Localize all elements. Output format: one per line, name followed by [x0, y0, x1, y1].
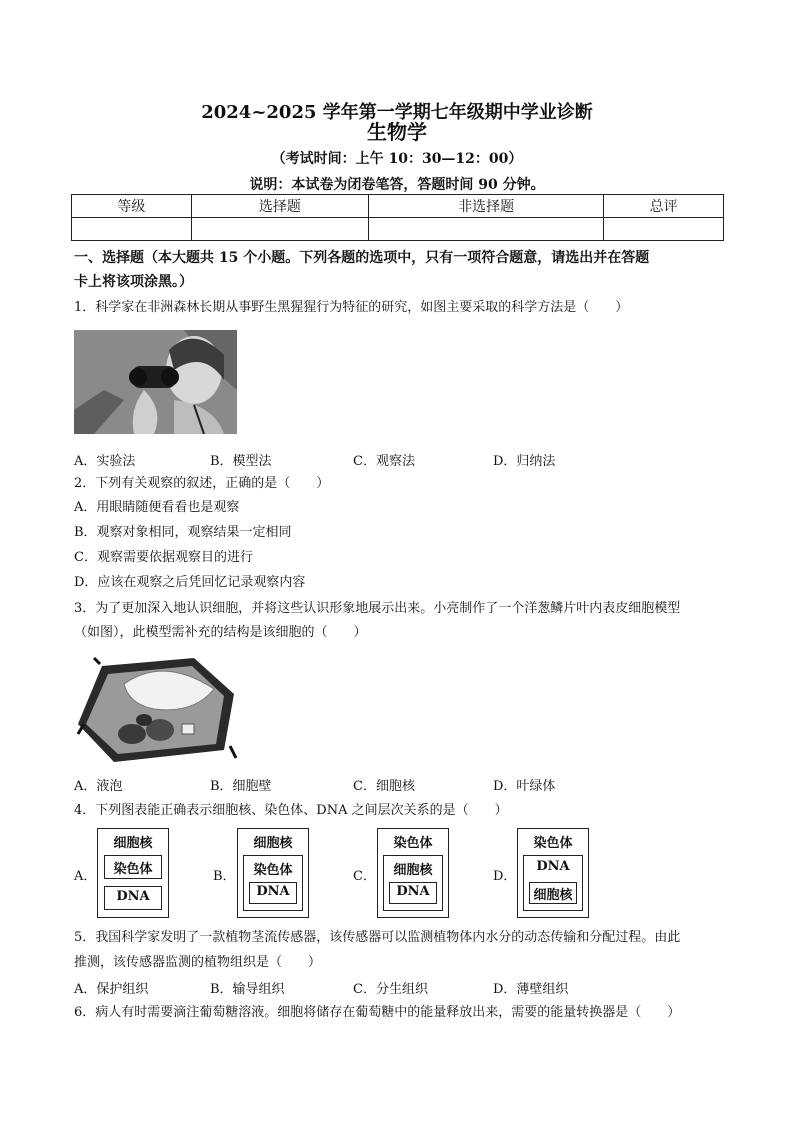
question-5-text-line1: 5．我国科学家发明了一款植物茎流传感器，该传感器可以监测植物体内水分的动态传输和分配过程。由此 — [74, 930, 681, 945]
diagram-a-middle-label: 染色体 — [113, 862, 153, 877]
diagram-c-inner-label: DNA — [396, 884, 430, 899]
question-5-options — [74, 978, 726, 1000]
q2-option-a[interactable]: A．用眼睛随便看看也是观察 — [74, 500, 240, 515]
question-3-options — [74, 775, 726, 797]
grade-header-nonchoice: 非选择题 — [369, 195, 604, 218]
diagram-a-inner-box — [104, 886, 162, 910]
exam-title: 2024~2025 学年第一学期七年级期中学业诊断 — [201, 102, 593, 123]
q1-option-b[interactable]: B．模型法 — [210, 454, 272, 469]
grade-table-header-row — [72, 195, 724, 218]
q4-option-c[interactable]: C． — [353, 869, 376, 884]
diagram-b-middle-box — [243, 855, 303, 911]
q1-option-a[interactable]: A．实验法 — [74, 454, 136, 469]
diagram-b-middle-label: 染色体 — [253, 863, 293, 878]
diagram-a-outer-box — [97, 828, 169, 918]
grade-table-blank-row — [72, 218, 724, 241]
grade-header-choice: 选择题 — [191, 195, 368, 218]
q2-option-c[interactable]: C．观察需要依据观察目的进行 — [74, 550, 253, 565]
grade-cell — [604, 218, 724, 241]
question-2-text: 2．下列有关观察的叙述，正确的是（ ） — [74, 476, 330, 491]
diagram-d-outer-box — [517, 828, 589, 918]
q3-option-c[interactable]: C．细胞核 — [353, 779, 415, 794]
q3-option-d[interactable]: D．叶绿体 — [493, 779, 556, 794]
q5-option-b[interactable]: B．输导组织 — [210, 982, 285, 997]
diagram-c-outer-label: 染色体 — [393, 836, 433, 851]
q3-option-b[interactable]: B．细胞壁 — [210, 779, 272, 794]
diagram-d-middle-box — [523, 855, 583, 911]
q5-option-a[interactable]: A．保护组织 — [74, 982, 149, 997]
question-3-text-line2: （如图），此模型需补充的结构是该细胞的（ ） — [74, 625, 367, 640]
q1-option-d[interactable]: D．归纳法 — [493, 454, 556, 469]
grade-header-level: 等级 — [72, 195, 192, 218]
diagram-c-middle-box — [383, 855, 443, 911]
exam-time: （考试时间：上午 10：30—12：00） — [271, 151, 523, 167]
q1-option-c[interactable]: C．观察法 — [353, 454, 415, 469]
question-1-text: 1．科学家在非洲森林长期从事野生黑猩猩行为特征的研究，如图主要采取的科学方法是（ ） — [74, 300, 629, 315]
q5-option-c[interactable]: C．分生组织 — [353, 982, 428, 997]
diagram-d-inner-box — [529, 882, 577, 904]
diagram-a-inner-label: DNA — [116, 889, 150, 904]
grade-table — [71, 194, 724, 241]
diagram-d-inner-label: 细胞核 — [533, 888, 573, 903]
diagram-b-inner-box — [249, 882, 297, 904]
diagram-b-inner-label: DNA — [256, 884, 290, 899]
grade-cell — [72, 218, 192, 241]
diagram-c-middle-label: 细胞核 — [393, 863, 433, 878]
question-6-text: 6．病人有时需要滴注葡萄糖溶液。细胞将储存在葡萄糖中的能量释放出来，需要的能量转换器是（ ） — [74, 1005, 681, 1020]
question-1-options — [74, 450, 726, 472]
exam-note: 说明：本试卷为闭卷笔答，答题时间 90 分钟。 — [249, 177, 545, 193]
grade-cell — [369, 218, 604, 241]
q5-option-d[interactable]: D．薄壁组织 — [493, 982, 569, 997]
grade-cell — [191, 218, 368, 241]
diagram-a-outer-label: 细胞核 — [113, 836, 153, 851]
subject-title: 生物学 — [367, 120, 427, 144]
question-3-text-line1: 3．为了更加深入地认识细胞，并将这些认识形象地展示出来。小亮制作了一个洋葱鳞片叶内表皮细胞模型 — [74, 601, 681, 616]
diagram-d-middle-label: DNA — [536, 859, 570, 874]
diagram-c-inner-box — [389, 882, 437, 904]
diagram-d-outer-label: 染色体 — [533, 836, 573, 851]
onion-cell-model-photo — [74, 654, 238, 766]
q2-option-d[interactable]: D．应该在观察之后凭回忆记录观察内容 — [74, 575, 306, 590]
q3-option-a[interactable]: A．液泡 — [74, 779, 123, 794]
diagram-c-outer-box — [377, 828, 449, 918]
q4-option-b[interactable]: B． — [213, 869, 236, 884]
section1-heading-line2: 卡上将该项涂黑。） — [74, 274, 193, 290]
question-5-text-line2: 推测，该传感器监测的植物组织是（ ） — [74, 955, 322, 970]
q4-option-a[interactable]: A． — [74, 869, 97, 884]
binoculars-observer-photo — [74, 330, 237, 434]
question-4-text: 4．下列图表能正确表示细胞核、染色体、DNA 之间层次关系的是（ ） — [74, 803, 508, 818]
q4-option-d[interactable]: D． — [493, 869, 517, 884]
diagram-b-outer-label: 细胞核 — [253, 836, 293, 851]
section1-heading-line1: 一、选择题（本大题共 15 个小题。下列各题的选项中，只有一项符合题意，请选出并在答题 — [74, 250, 650, 266]
grade-header-total: 总评 — [604, 195, 724, 218]
diagram-a-middle-box — [104, 855, 162, 879]
q2-option-b[interactable]: B．观察对象相同，观察结果一定相同 — [74, 525, 292, 540]
diagram-b-outer-box — [237, 828, 309, 918]
